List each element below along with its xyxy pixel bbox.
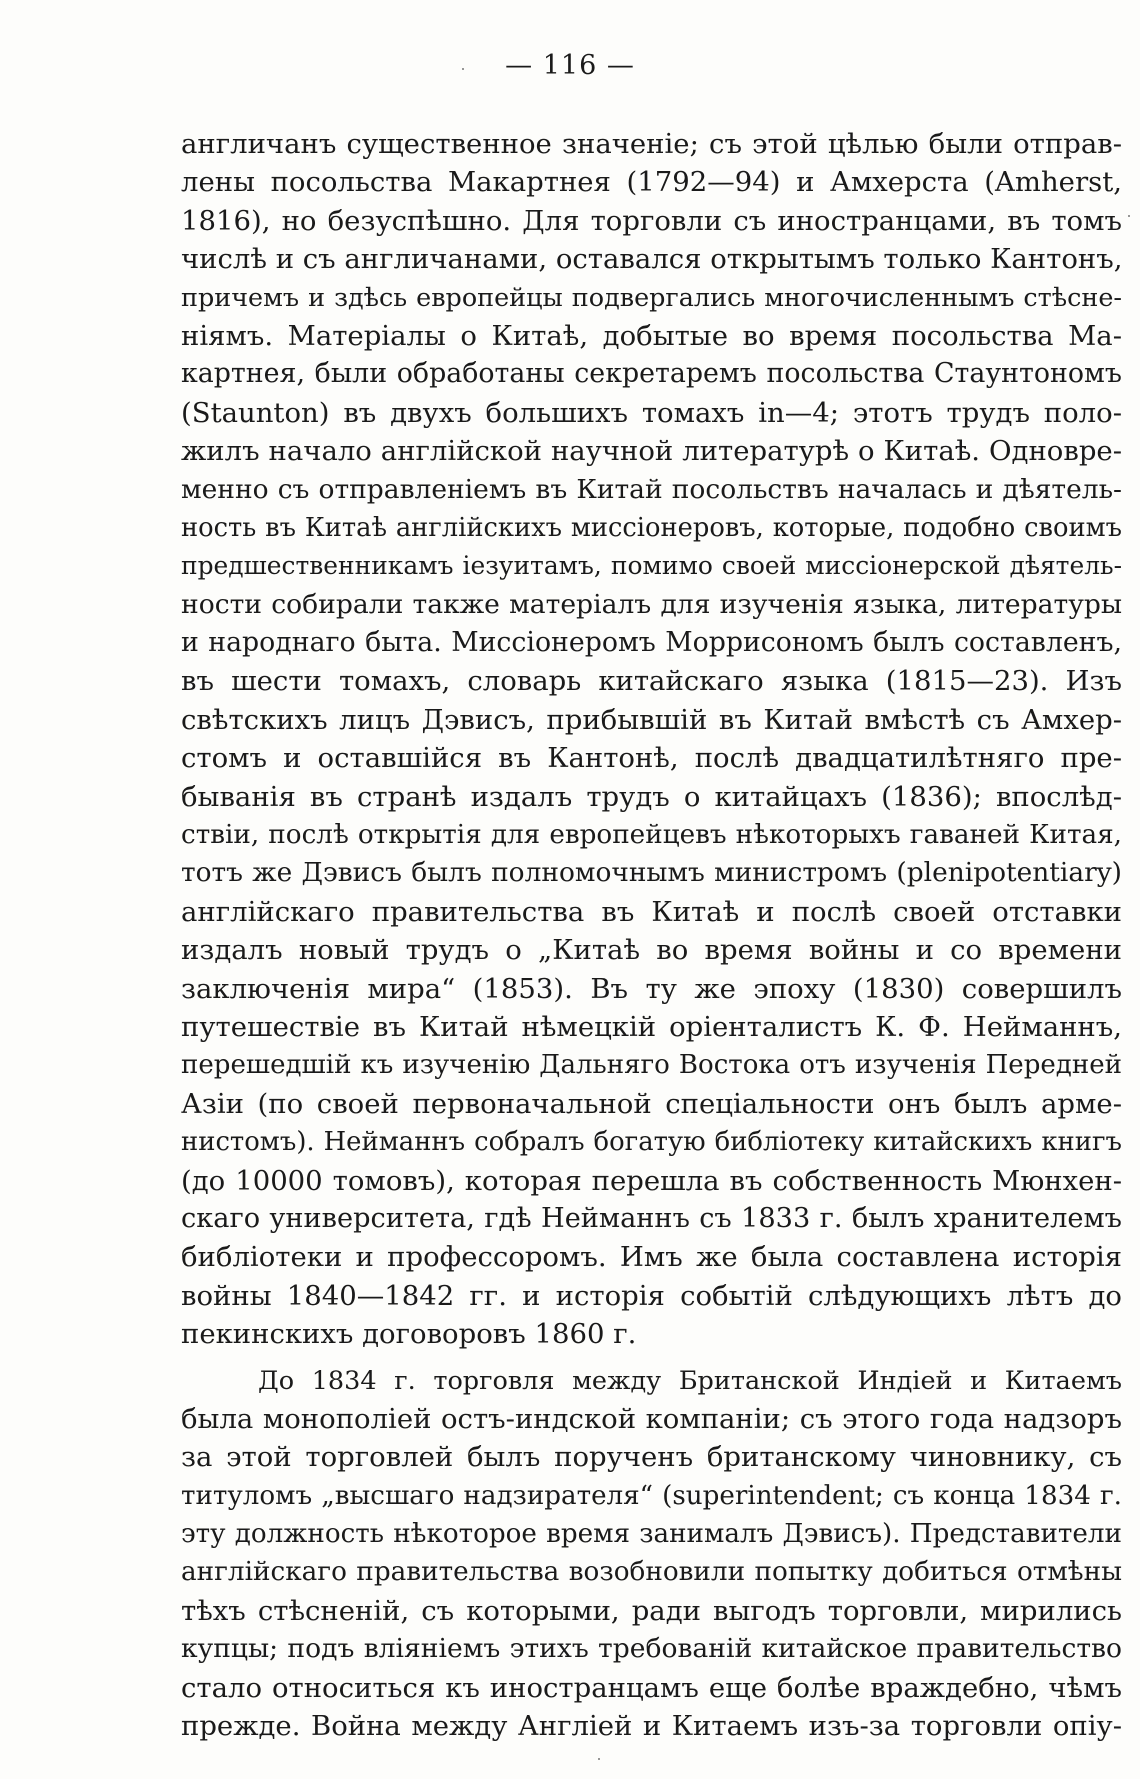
page-number: — 116 — (505, 50, 635, 81)
text-line: прежде. Война между Англiей и Китаемъ изъ-за торговли опiу- (181, 1710, 1122, 1743)
text-line: нистомъ). Нейманнъ собралъ богатую библiотеку китайскихъ книгъ (181, 1127, 1122, 1158)
text-line: лены посольства Макартнея (1792—94) и Амхерста (Amherst, (181, 166, 1122, 199)
paragraph (181, 1362, 1122, 1746)
text-line: ность въ Китаѣ англiйскихъ миссiонеровъ, которые, подобно своимъ (181, 512, 1122, 543)
scan-speck (462, 68, 464, 70)
text-line: была монополiей остъ-индской компанiи; съ этого года надзоръ (181, 1402, 1122, 1435)
text-line: и народнаго быта. Миссiонеромъ Моррисономъ былъ составленъ, (181, 627, 1122, 659)
text-line: быванiя въ странѣ издалъ трудъ о китайцахъ (1836); впослѣд- (181, 780, 1122, 813)
text-line: причемъ и здѣсь европейцы подвергались многочисленнымъ стѣсне- (181, 282, 1122, 313)
text-line: англiйскаго правительства въ Китаѣ и послѣ своей отставки (181, 895, 1122, 928)
text-line: въ шести томахъ, словарь китайскаго языка (1815—23). Изъ (181, 665, 1122, 698)
text-line: Азiи (по своей первоначальной спецiальности онъ былъ арме- (181, 1087, 1122, 1120)
text-line: титуломъ „высшаго надзирателя“ (superintendent; съ конца 1834 г. (181, 1480, 1122, 1511)
text-line: англiйскаго правительства возобновили попытку добиться отмѣны (181, 1557, 1122, 1588)
text-line: пекинскихъ договоровъ 1860 г. (181, 1318, 637, 1351)
text-line: числѣ и съ англичанами, оставался открытымъ только Кантонъ, (181, 243, 1123, 276)
scan-speck (1128, 215, 1130, 217)
text-line: стало относиться къ иностранцамъ еще болѣе враждебно, чѣмъ (181, 1671, 1122, 1704)
text-line: 1816), но безуспѣшно. Для торговли съ иностранцами, въ томъ (181, 204, 1122, 237)
text-line: библiотеки и профессоромъ. Имъ же была составлена исторiя (181, 1241, 1122, 1274)
text-line: издалъ новый трудъ о „Китаѣ во время войны и со времени (181, 934, 1122, 967)
text-line: перешедшiй къ изученiю Дальняго Востока отъ изученiя Передней (181, 1050, 1122, 1081)
text-line: жилъ начало англiйской научной литературѣ о Китаѣ. Одновре- (181, 435, 1122, 468)
text-line: за этой торговлей былъ порученъ британскому чиновнику, съ (181, 1441, 1122, 1474)
paragraph (181, 125, 1122, 1354)
scan-speck (598, 1758, 600, 1760)
paragraph-gap (181, 1354, 1122, 1362)
text-line: эту должность нѣкоторое время занималъ Дэвисъ). Представители (181, 1519, 1122, 1550)
body-text (181, 125, 1122, 1745)
text-line: англичанъ существенное значенie; съ этой цѣлью были отправ- (181, 128, 1122, 160)
text-line: стомъ и оставшiйся въ Кантонѣ, послѣ двадцатилѣтняго пре- (181, 742, 1122, 775)
text-line: путешествiе въ Китай нѣмецкiй орiенталистъ К. Ф. Нейманнъ, (181, 1010, 1122, 1043)
text-line: (до 10000 томовъ), которая перешла въ собственность Мюнхен- (181, 1164, 1122, 1197)
text-line: купцы; подъ влiянiемъ этихъ требованiй китайское правительство (181, 1633, 1122, 1665)
text-line: предшественникамъ iезуитамъ, помимо своей миссiонерской дѣятель- (181, 551, 1122, 581)
text-line: войны 1840—1842 гг. и исторiя событiй слѣдующихъ лѣтъ до (181, 1279, 1122, 1312)
text-line: тотъ же Дэвисъ былъ полномочнымъ министромъ (plenipotentiary) (181, 857, 1122, 889)
text-line: тѣхъ стѣсненiй, съ которыми, ради выгодъ торговли, мирились (181, 1594, 1122, 1627)
text-line: картнея, были обработаны секретаремъ посольства Стаунтономъ (181, 358, 1122, 390)
text-line: нiямъ. Матерiалы о Китаѣ, добытые во время посольства Ма- (181, 319, 1122, 352)
text-line: свѣтскихъ лицъ Дэвисъ, прибывшiй въ Китай вмѣстѣ съ Амхер- (181, 703, 1122, 736)
text-line: До 1834 г. торговля между Британской Индiей и Китаемъ (258, 1365, 1122, 1396)
text-line: менно съ отправленiемъ въ Китай посольствъ началась и дѣятель- (181, 473, 1122, 505)
text-line: ствiи, послѣ открытiя для европейцевъ нѣкоторыхъ гаваней Китая, (181, 820, 1122, 851)
text-line: заключенiя мира“ (1853). Въ ту же эпоху (1830) совершилъ (181, 972, 1122, 1005)
text-line: скаго университета, гдѣ Нейманнъ съ 1833 г. былъ хранителемъ (181, 1202, 1122, 1234)
text-line: (Staunton) въ двухъ большихъ томахъ in—4; этотъ трудъ поло- (181, 396, 1122, 429)
text-line: ности собирали также матерiалъ для изученiя языка, литературы (181, 588, 1122, 620)
